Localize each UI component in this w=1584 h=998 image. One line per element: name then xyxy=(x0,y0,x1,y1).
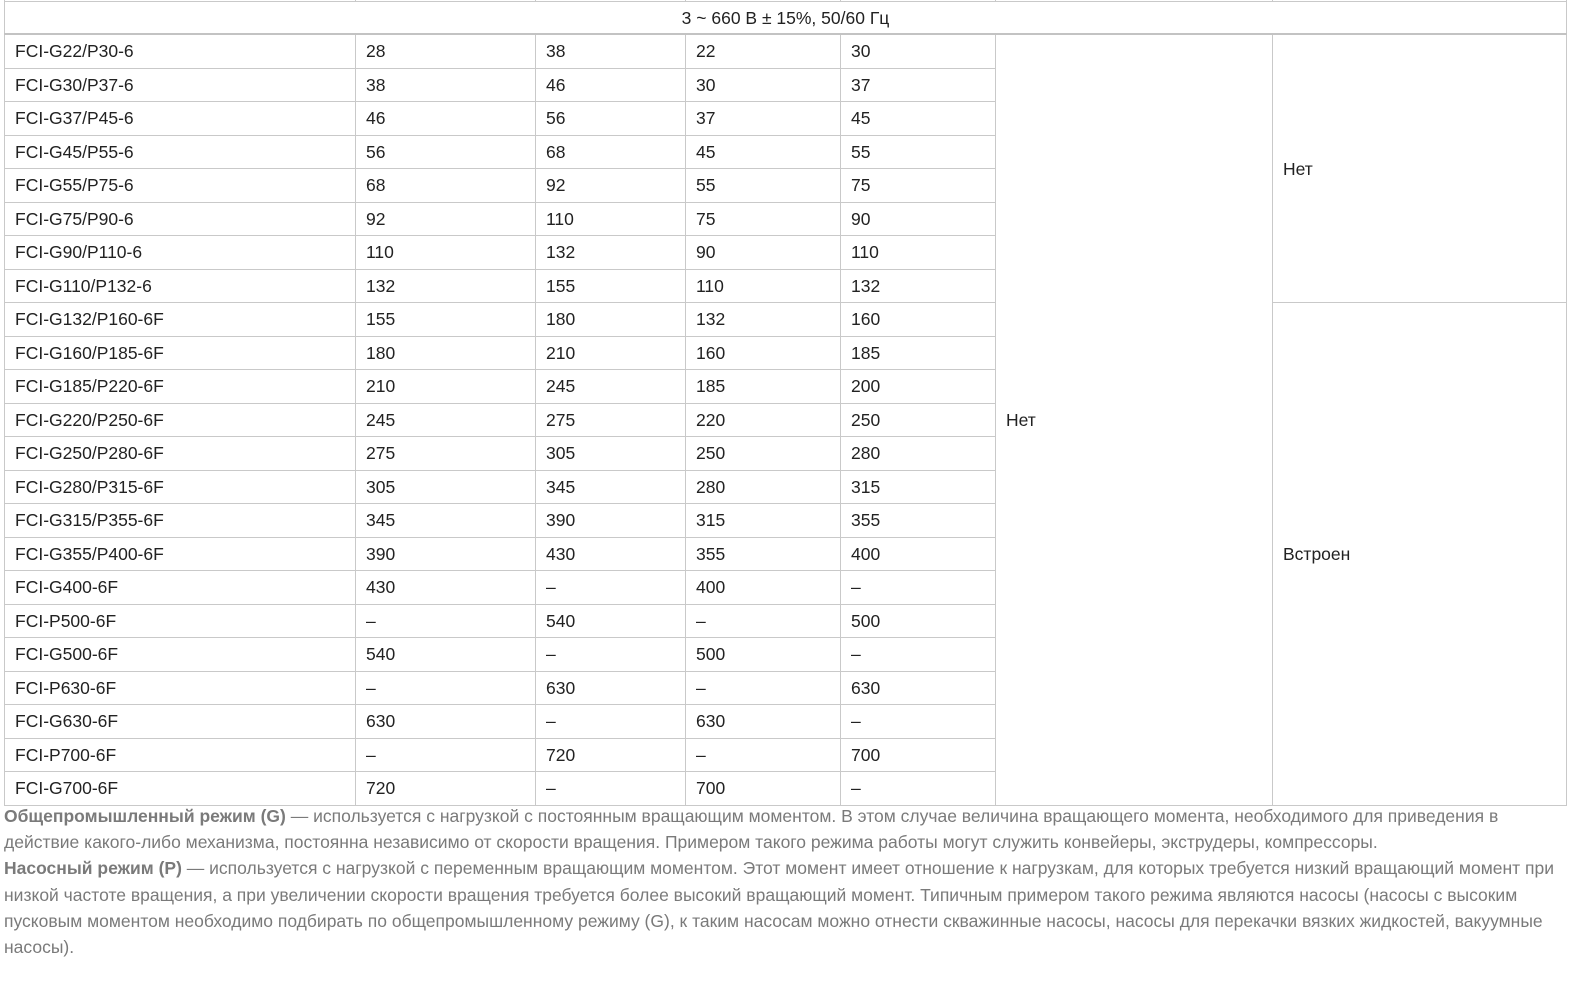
value-cell-2: 110 xyxy=(536,202,686,236)
value-cell-4: – xyxy=(841,772,996,806)
pump-mode-note xyxy=(4,855,1564,960)
value-cell-3: 22 xyxy=(686,34,841,68)
value-cell-1: 68 xyxy=(356,169,536,203)
value-cell-4: – xyxy=(841,638,996,672)
value-cell-1: 155 xyxy=(356,303,536,337)
value-cell-3: 280 xyxy=(686,470,841,504)
value-cell-1: 110 xyxy=(356,236,536,270)
value-cell-1: 345 xyxy=(356,504,536,538)
value-cell-3: – xyxy=(686,671,841,705)
model-cell: FCI-G700-6F xyxy=(5,772,356,806)
value-cell-1: 132 xyxy=(356,269,536,303)
value-cell-4: 160 xyxy=(841,303,996,337)
value-cell-4: – xyxy=(841,571,996,605)
value-cell-2: 720 xyxy=(536,738,686,772)
value-cell-2: 46 xyxy=(536,68,686,102)
value-cell-3: 500 xyxy=(686,638,841,672)
model-cell: FCI-G400-6F xyxy=(5,571,356,605)
model-cell: FCI-G55/P75-6 xyxy=(5,169,356,203)
mode-notes xyxy=(4,803,1564,960)
column5-merged-cell: Нет xyxy=(996,34,1273,805)
value-cell-3: 30 xyxy=(686,68,841,102)
value-cell-2: 540 xyxy=(536,604,686,638)
model-cell: FCI-G37/P45-6 xyxy=(5,102,356,136)
value-cell-2: 305 xyxy=(536,437,686,471)
column6-bottom-merged-cell: Встроен xyxy=(1273,303,1567,806)
value-cell-4: 200 xyxy=(841,370,996,404)
value-cell-3: 315 xyxy=(686,504,841,538)
value-cell-2: 155 xyxy=(536,269,686,303)
model-cell: FCI-G500-6F xyxy=(5,638,356,672)
voltage-row xyxy=(5,2,1567,35)
model-cell: FCI-G220/P250-6F xyxy=(5,403,356,437)
value-cell-2: – xyxy=(536,638,686,672)
value-cell-2: 275 xyxy=(536,403,686,437)
value-cell-4: 500 xyxy=(841,604,996,638)
value-cell-2: 430 xyxy=(536,537,686,571)
value-cell-4: 110 xyxy=(841,236,996,270)
value-cell-3: 220 xyxy=(686,403,841,437)
value-cell-1: – xyxy=(356,671,536,705)
value-cell-2: 38 xyxy=(536,34,686,68)
value-cell-1: 275 xyxy=(356,437,536,471)
value-cell-2: 210 xyxy=(536,336,686,370)
value-cell-4: 355 xyxy=(841,504,996,538)
value-cell-4: 700 xyxy=(841,738,996,772)
model-cell: FCI-G45/P55-6 xyxy=(5,135,356,169)
value-cell-3: 185 xyxy=(686,370,841,404)
value-cell-2: 92 xyxy=(536,169,686,203)
value-cell-1: 56 xyxy=(356,135,536,169)
value-cell-1: 305 xyxy=(356,470,536,504)
value-cell-4: 75 xyxy=(841,169,996,203)
model-cell: FCI-G75/P90-6 xyxy=(5,202,356,236)
value-cell-2: – xyxy=(536,772,686,806)
value-cell-1: 630 xyxy=(356,705,536,739)
value-cell-3: 355 xyxy=(686,537,841,571)
model-cell: FCI-G315/P355-6F xyxy=(5,504,356,538)
general-mode-note xyxy=(4,803,1564,855)
table-row xyxy=(5,34,1567,68)
value-cell-2: 345 xyxy=(536,470,686,504)
value-cell-2: – xyxy=(536,705,686,739)
value-cell-1: 430 xyxy=(356,571,536,605)
value-cell-4: – xyxy=(841,705,996,739)
table-row xyxy=(5,303,1567,337)
value-cell-3: 700 xyxy=(686,772,841,806)
spec-table-body xyxy=(5,0,1567,805)
model-cell: FCI-G110/P132-6 xyxy=(5,269,356,303)
pump-mode-text: — используется с нагрузкой с переменным вращающим моментом. Этот момент имеет отношение к нагрузкам, для которых требуется низкий вращающий момент при низкой частоте вращения, а при увеличении скорости вращения требуется более высокий вращающий момент. Типичным примером такого режима являются насосы (насосы с высоким пусковым моментом необходимо подбирать по общепромышленному режиму (G), к таким насосам можно отнести скважинные насосы, насосы для перекачки вязких жидкостей, вакуумные насосы). xyxy=(4,858,1554,958)
model-cell: FCI-G90/P110-6 xyxy=(5,236,356,270)
value-cell-4: 90 xyxy=(841,202,996,236)
voltage-cell: 3 ~ 660 В ± 15%, 50/60 Гц xyxy=(5,2,1567,35)
value-cell-1: 720 xyxy=(356,772,536,806)
model-cell: FCI-G22/P30-6 xyxy=(5,34,356,68)
value-cell-3: 37 xyxy=(686,102,841,136)
value-cell-3: 75 xyxy=(686,202,841,236)
value-cell-2: 630 xyxy=(536,671,686,705)
value-cell-1: 540 xyxy=(356,638,536,672)
value-cell-2: 390 xyxy=(536,504,686,538)
value-cell-2: 68 xyxy=(536,135,686,169)
value-cell-1: 180 xyxy=(356,336,536,370)
value-cell-2: 180 xyxy=(536,303,686,337)
value-cell-1: 38 xyxy=(356,68,536,102)
value-cell-3: 132 xyxy=(686,303,841,337)
value-cell-1: 28 xyxy=(356,34,536,68)
value-cell-3: – xyxy=(686,738,841,772)
value-cell-2: 56 xyxy=(536,102,686,136)
value-cell-4: 630 xyxy=(841,671,996,705)
value-cell-3: 250 xyxy=(686,437,841,471)
model-cell: FCI-P700-6F xyxy=(5,738,356,772)
value-cell-1: 92 xyxy=(356,202,536,236)
model-cell: FCI-G355/P400-6F xyxy=(5,537,356,571)
value-cell-2: 132 xyxy=(536,236,686,270)
column6-top-merged-cell: Нет xyxy=(1273,34,1567,303)
model-cell: FCI-G30/P37-6 xyxy=(5,68,356,102)
value-cell-3: 630 xyxy=(686,705,841,739)
model-cell: FCI-G132/P160-6F xyxy=(5,303,356,337)
value-cell-2: – xyxy=(536,571,686,605)
value-cell-4: 132 xyxy=(841,269,996,303)
model-cell: FCI-G250/P280-6F xyxy=(5,437,356,471)
value-cell-2: 245 xyxy=(536,370,686,404)
value-cell-3: – xyxy=(686,604,841,638)
general-mode-term: Общепромышленный режим (G) xyxy=(4,806,286,826)
value-cell-1: – xyxy=(356,604,536,638)
value-cell-4: 315 xyxy=(841,470,996,504)
pump-mode-term: Насосный режим (P) xyxy=(4,858,182,879)
model-cell: FCI-G160/P185-6F xyxy=(5,336,356,370)
value-cell-1: 210 xyxy=(356,370,536,404)
spec-table-container xyxy=(4,0,1584,806)
value-cell-3: 55 xyxy=(686,169,841,203)
model-cell: FCI-G630-6F xyxy=(5,705,356,739)
value-cell-4: 30 xyxy=(841,34,996,68)
value-cell-1: 245 xyxy=(356,403,536,437)
value-cell-4: 37 xyxy=(841,68,996,102)
value-cell-4: 400 xyxy=(841,537,996,571)
spec-table xyxy=(4,0,1567,806)
value-cell-4: 55 xyxy=(841,135,996,169)
value-cell-3: 90 xyxy=(686,236,841,270)
value-cell-3: 45 xyxy=(686,135,841,169)
model-cell: FCI-G185/P220-6F xyxy=(5,370,356,404)
value-cell-3: 400 xyxy=(686,571,841,605)
value-cell-4: 45 xyxy=(841,102,996,136)
model-cell: FCI-P630-6F xyxy=(5,671,356,705)
value-cell-3: 160 xyxy=(686,336,841,370)
model-cell: FCI-G280/P315-6F xyxy=(5,470,356,504)
value-cell-1: 46 xyxy=(356,102,536,136)
value-cell-4: 250 xyxy=(841,403,996,437)
value-cell-4: 185 xyxy=(841,336,996,370)
model-cell: FCI-P500-6F xyxy=(5,604,356,638)
value-cell-1: – xyxy=(356,738,536,772)
value-cell-4: 280 xyxy=(841,437,996,471)
value-cell-3: 110 xyxy=(686,269,841,303)
general-mode-text: — используется с нагрузкой с постоянным вращающим моментом. В этом случае величина вращающего момента, необходимого для приведения в действие какого-либо механизма, постоянна независимо от скорости вращения. Примером такого режима работы могут служить конвейеры, экструдеры, компрессоры. xyxy=(4,806,1499,853)
value-cell-1: 390 xyxy=(356,537,536,571)
